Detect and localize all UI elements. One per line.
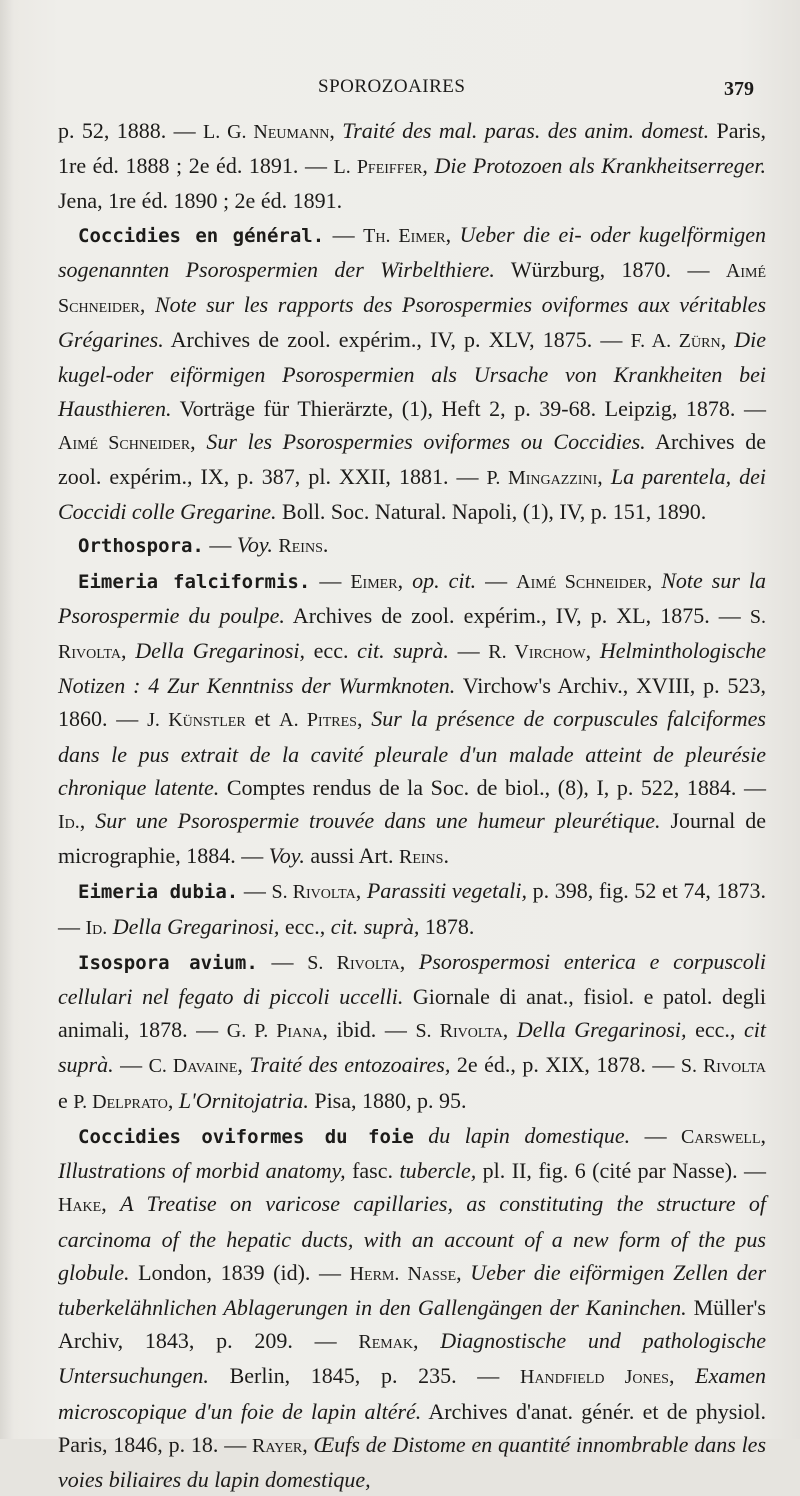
taxon-heading: Eimeria dubia.	[78, 881, 239, 904]
work-title: L'Ornitojatria.	[178, 1087, 309, 1113]
citation-text: ,	[585, 638, 600, 664]
citation-text: ,	[668, 1363, 696, 1389]
citation-text: Berlin, 1845, p. 235. —	[208, 1363, 520, 1389]
citation-text: —	[448, 638, 489, 664]
citation-text: aussi Art.	[304, 843, 399, 869]
citation-text: Vorträge für Thierärzte, (1), Heft 2, p. 39-68. Leipzig, 1878. —	[171, 395, 766, 421]
author-name: Reins	[278, 535, 323, 558]
taxon-heading: Orthospora.	[78, 535, 204, 558]
work-title: Psorospermosi enterica e corpuscoli cellulari nel fegato di piccoli uccelli.	[58, 948, 767, 1010]
citation-text: —	[476, 567, 517, 593]
work-title: cit suprà.	[58, 1017, 766, 1078]
work-title: op. cit.	[412, 567, 477, 593]
work-title: Sur une Psorospermie trouvée dans une humeur pleurétique.	[95, 808, 661, 834]
citation-text: —	[310, 567, 351, 593]
author-name: Herm. Nasse	[349, 1262, 457, 1285]
citation-text: ,	[121, 638, 136, 664]
author-name: Handfield Jones	[520, 1366, 669, 1389]
work-title: La parentela, dei Coccidi colle Gregarine.	[58, 464, 767, 525]
author-name: Id.	[85, 916, 108, 939]
citation-text: —	[203, 532, 237, 558]
bibliography-entry	[58, 945, 766, 1119]
work-title: Die Protozoen als Krankheitserreger.	[434, 153, 767, 179]
work-title: Della Gregarinosi,	[112, 913, 280, 939]
citation-text: ,	[720, 327, 735, 353]
taxon-heading: Eimeria falciformis.	[78, 570, 311, 593]
work-title: Illustrations of morbid anatomy,	[58, 1158, 346, 1184]
author-name: Aimé Schneider	[516, 570, 647, 593]
author-name: S. Rivolta	[307, 951, 400, 974]
author-name: L. Pfeiffer	[333, 156, 423, 179]
work-title: du lapin domestique.	[428, 1122, 631, 1148]
work-title: Œufs de Distome en quantité innombrable dans les voies biliaires du lapin domestique,	[58, 1431, 767, 1492]
citation-text: ,	[646, 567, 662, 593]
citation-text	[414, 1123, 428, 1148]
bibliography-entry	[58, 1119, 766, 1496]
bibliography-text	[58, 114, 766, 1496]
citation-text: ,	[79, 808, 96, 834]
citation-text: Würzburg, 1870. —	[494, 256, 726, 282]
citation-text: ,	[101, 1191, 121, 1217]
citation-text: .	[322, 532, 329, 558]
author-name: R. Virchow	[488, 641, 586, 664]
citation-text: ecc.,	[686, 1017, 744, 1043]
citation-text: Giornale di anat., fisiol. e patol. degli animali, 1878. —	[58, 984, 766, 1043]
citation-text: —	[238, 878, 272, 904]
citation-text: ,	[397, 567, 413, 593]
author-name: S. Rivolta	[271, 881, 356, 904]
taxon-heading: Coccidies en général.	[78, 224, 325, 247]
citation-text: , ibid. —	[322, 1017, 416, 1043]
author-name: Aimé Schneider	[58, 431, 191, 454]
work-title: Ueber die ei- oder kugelförmigen sogenannten Psorospermien der Wirbelthiere.	[58, 221, 767, 282]
citation-text: ,	[445, 221, 460, 247]
work-title: Parassiti vegetali,	[366, 878, 528, 904]
citation-text: —	[324, 221, 364, 247]
work-title: A Treatise on varicose capillaries, as constituting the structure of carcinoma of the hepatic ducts, with an account of a new form of the pus globule.	[58, 1191, 766, 1285]
citation-text: ,	[422, 153, 435, 179]
author-name: Th. Eimer	[363, 224, 446, 247]
work-title: Die kugel-oder eiförmigen Psorospermien als Ursache von Krankheiten bei Hausthieren.	[58, 327, 766, 421]
work-title: Note sur la Psorospermie du poulpe.	[58, 567, 767, 628]
work-title: Voy.	[268, 843, 305, 869]
author-name: F. A. Zürn	[630, 330, 721, 353]
citation-text: ,	[597, 464, 611, 490]
work-title: Traité des entozoaires,	[249, 1052, 451, 1078]
citation-text: Boll. Soc. Natural. Napoli, (1), IV, p. 151, 1890.	[276, 499, 707, 525]
citation-text: Journal de micrographie, 1884. —	[58, 808, 767, 869]
citation-text: ,	[502, 1017, 517, 1043]
citation-text: et	[245, 706, 280, 732]
citation-text: Jena, 1re éd. 1890 ; 2e éd. 1891.	[58, 188, 343, 214]
citation-text: 1878.	[419, 913, 475, 939]
author-name: Remak	[358, 1331, 413, 1354]
citation-text: Archives de zool. expérim., IX, p. 387, pl. XXII, 1881. —	[58, 428, 766, 490]
citation-text: —	[630, 1122, 682, 1148]
work-title: Voy.	[236, 532, 273, 558]
author-name: P. Mingazzini	[486, 467, 598, 490]
continued-entry	[58, 114, 766, 218]
work-title: Diagnostische und pathologische Untersuchungen.	[58, 1328, 766, 1389]
author-name: G. P. Piana	[226, 1020, 323, 1043]
author-name: S. Rivolta	[58, 605, 766, 664]
author-name: L. G. Neumann	[203, 121, 330, 143]
work-title: Helminthologische Notizen : 4 Zur Kenntniss der Wurmknoten.	[58, 638, 767, 699]
author-name: A. Pitres	[279, 709, 357, 732]
citation-text: ,	[302, 1431, 314, 1457]
author-name: Eimer	[350, 570, 398, 593]
citation-text: ,	[355, 878, 367, 904]
work-title: cit. suprà,	[330, 913, 420, 939]
author-name: Carswell	[681, 1125, 761, 1148]
citation-text: ,	[237, 1052, 250, 1078]
citation-text: Archives de zool. expérim., IV, p. XLV, 1875. —	[163, 327, 631, 353]
work-title: Sur les Psorospermies oviformes ou Coccidies.	[206, 428, 646, 454]
citation-text: ,	[412, 1328, 441, 1354]
citation-text: ,	[139, 292, 155, 318]
page-number: 379	[724, 78, 754, 100]
author-name: S. Rivolta	[680, 1055, 766, 1078]
citation-text: Müller's Archiv, 1843, p. 209. —	[58, 1294, 766, 1354]
citation-text: ,	[329, 118, 343, 143]
citation-text: Virchow's Archiv., XVIII, p. 523, 1860. —	[58, 673, 766, 732]
citation-text: ,	[356, 706, 372, 732]
author-name: Reins	[398, 846, 444, 869]
author-name: S. Rivolta	[415, 1020, 503, 1043]
citation-text: Comptes rendus de la Soc. de biol., (8), I, p. 522, 1884. —	[219, 774, 766, 800]
citation-text: pl. II, fig. 6 (cité par Nasse). —	[476, 1158, 767, 1184]
citation-text: ,	[190, 428, 207, 454]
taxon-heading: Coccidies oviformes du foie	[78, 1125, 414, 1148]
bibliography-entry	[58, 218, 766, 529]
taxon-heading: Isospora avium.	[78, 951, 258, 974]
work-title: Examen microscopique d'un foie de lapin altéré.	[58, 1363, 767, 1424]
citation-text: fasc.	[345, 1158, 400, 1184]
work-title: Della Gregarinosi,	[135, 638, 305, 664]
work-title: Della Gregarinosi,	[516, 1017, 687, 1043]
citation-text: Archives de zool. expérim., IV, p. XL, 1875. —	[284, 602, 750, 628]
work-title: Ueber die eiförmigen Zellen der tuberkelähnlichen Ablagerungen in den Gallengängen der Kaninchen.	[58, 1259, 767, 1320]
citation-text: .	[443, 843, 449, 869]
citation-text: ecc.	[305, 638, 358, 664]
author-name: Id.	[58, 811, 80, 834]
citation-text: p. 398, fig. 52 et 74, 1873. —	[58, 878, 767, 939]
page-header	[0, 76, 800, 106]
citation-text: —	[113, 1052, 149, 1078]
work-title: cit. suprà.	[357, 638, 449, 664]
citation-text: ,	[167, 1087, 179, 1113]
bibliography-entry	[58, 564, 766, 875]
citation-text: ,	[456, 1259, 471, 1285]
author-name: J. Künstler	[147, 709, 246, 732]
work-title: tubercle,	[399, 1158, 477, 1184]
citation-text: 2e éd., p. XIX, 1878. —	[450, 1052, 681, 1078]
citation-text: Pisa, 1880, p. 95.	[308, 1087, 467, 1113]
citation-text: p. 52, 1888. —	[58, 118, 204, 143]
bibliography-entry	[58, 874, 766, 944]
author-name: Rayer	[252, 1434, 303, 1457]
citation-text: London, 1839 (id). —	[129, 1259, 350, 1285]
author-name: Hake	[58, 1194, 102, 1217]
author-name: Aimé Schneider	[58, 259, 767, 318]
bibliography-entry	[58, 528, 766, 563]
citation-text: —	[257, 948, 308, 974]
author-name: C. Davaine	[148, 1055, 238, 1078]
citation-text: Paris, 1re éd. 1888 ; 2e éd. 1891. —	[58, 118, 767, 179]
running-head: SPOROZOAIRES	[318, 76, 466, 97]
work-title: Sur la présence de corpuscules falciformes dans le pus extrait de la cavité pleurale d'un malade atteint de pleurésie chronique latente.	[58, 706, 766, 800]
work-title: Traité des mal. paras. des anim. domest.	[342, 118, 710, 143]
citation-text: ,	[399, 948, 419, 974]
citation-text: ,	[760, 1122, 766, 1148]
citation-text: Archives d'anat. génér. et de physiol. Paris, 1846, p. 18. —	[58, 1398, 766, 1457]
author-name: P. Delprato	[73, 1090, 168, 1113]
work-title: Note sur les rapports des Psorospermies oviformes aux véritables Grégarines.	[58, 292, 767, 353]
citation-text: ecc.,	[279, 913, 331, 939]
citation-text: e	[58, 1087, 74, 1113]
